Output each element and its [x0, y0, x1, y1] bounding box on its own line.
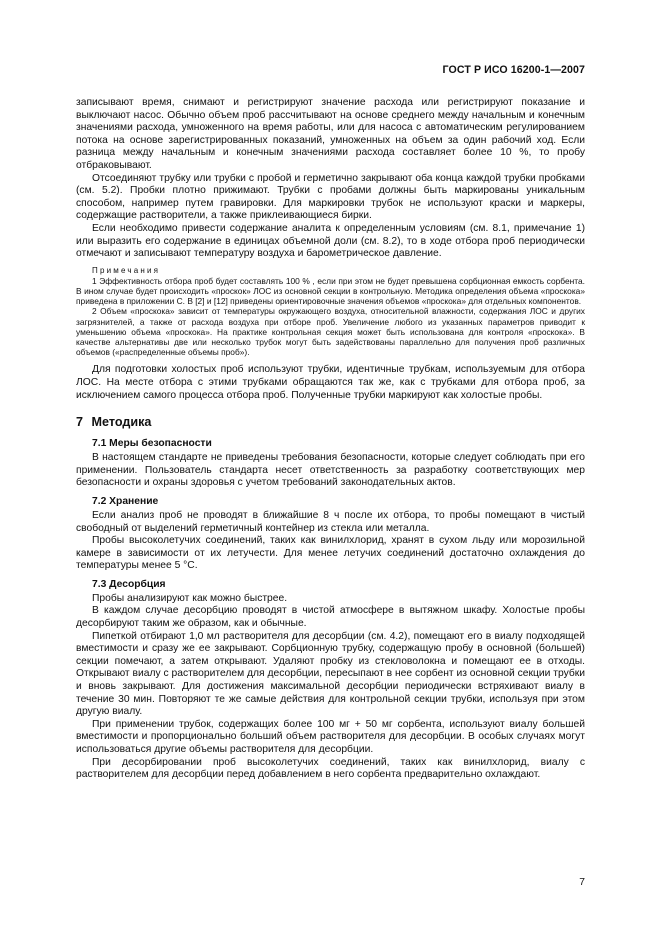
section-7-3-heading: 7.3 Десорбция	[92, 578, 166, 590]
note-1: 1 Эффективность отбора проб будет составлять 100 % , если при этом не будет превышена сорбционная емкость сорбента. В ином случае будет происходить «проскок» ЛОС из основной секции в контрольную. Методика определения объема «проскока» приведена в приложении С. В [2] и [12] приведены ориентировочные значения объемов «проскока» для отдельных компонентов.	[76, 275, 585, 307]
paragraph-blank-samples: Для подготовки холостых проб используют трубки, идентичные трубкам, используемым для отбора ЛОС. На месте отбора с этими трубками обращаются так же, как с трубками для отбора проб, за исключением самого процесса отбора проб. Полученные трубки маркируют как холостые пробы.	[76, 364, 585, 401]
section-7-3-paragraph: Пипеткой отбирают 1,0 мл растворителя для десорбции (см. 4.2), помещают его в виалу подходящей вместимости и сразу же ее закрывают. Сорбционную трубку, содержащую пробу в основной (большей) секции помечают, а затем открывают. Удаляют пробку из стекловолокна и помещают ее в отходы. Открывают виалу с растворителем для десорбции, пересыпают в нее сорбент из основной секции трубки и вновь закрывают. Для достижения максимальной десорбции периодически встряхивают виалу в течение 30 мин. Повторяют те же самые действия для контрольной секции трубки, используя при этом другую виалу.	[76, 630, 585, 718]
note-2: 2 Объем «проскока» зависит от температуры окружающего воздуха, относительной влажности, содержания ЛОС и других загрязнителей, а также от расхода воздуха при отборе проб. Увеличение любого из указанных параметров приводит к уменьшению объема «проскока». На практике контрольная секция может быть использована для контроля «проскока». В качестве альтернативы две или несколько трубок могут быть задействованы параллельно для получения проб различных объемов («распределенные объемы проб»).	[76, 306, 585, 358]
standard-header: ГОСТ Р ИСО 16200-1—2007	[442, 64, 585, 76]
section-7-1-text: В настоящем стандарте не приведены требования безопасности, которые следует соблюдать при его применении. Пользователь стандарта несет ответственность за разработку соответствующих мер безопасности и охраны здоровья с учетом требований законодательных актов.	[76, 452, 585, 489]
section-7-title: Методика	[91, 415, 152, 430]
section-7-3-paragraph: При применении трубок, содержащих более 100 мг + 50 мг сорбента, используют виалу большей вместимости и пропорционально больший объем растворителя для десорбции. В особых случаях могут использоваться другие объемы растворителя для десорбции.	[76, 718, 585, 755]
section-7-heading	[76, 415, 585, 429]
page-number: 7	[579, 877, 585, 888]
notes-title: Примечания	[92, 265, 161, 275]
section-7-3-paragraph: При десорбировании проб высоколетучих соединений, таких как винилхлорид, виалу с растворителем для десорбции перед добавлением в него сорбента предварительно охлаждают.	[76, 756, 585, 781]
section-7-3-paragraph: Пробы анализируют как можно быстрее.	[92, 592, 288, 604]
section-7-2-heading: 7.2 Хранение	[92, 495, 159, 507]
paragraph-continued: записывают время, снимают и регистрируют значение расхода или регистрируют показание и выключают насос. Обычно объем проб рассчитывают на основе среднего между начальным и конечным значениями расхода, умноженного на время работы, или для насоса с автоматическим регулированием потока на основе зарегистрированных показаний, умноженных на объем за один рабочий ход. Если разница между начальным и конечным значениями расхода составляет более 10 %, то пробу отбраковывают.	[76, 97, 585, 171]
paragraph-conditions: Если необходимо привести содержание аналита к определенным условиям (см. 8.1, примечание 1) или выразить его содержание в единицах объемной доли (см. 8.2), то в ходе отбора проб периодически отмечают и записывают температуру воздуха и барометрическое давление.	[76, 222, 585, 260]
page-content	[76, 97, 585, 782]
section-7-3-paragraph: В каждом случае десорбцию проводят в чистой атмосфере в вытяжном шкафу. Холостые пробы десорбируют таким же образом, как и обычные.	[76, 605, 585, 630]
section-7-number: 7	[76, 415, 84, 430]
section-7-2-paragraph: Если анализ проб не проводят в ближайшие 8 ч после их отбора, то пробы помещают в чистый свободный от выделений герметичный контейнер из стекла или металла.	[76, 509, 585, 534]
section-7-2-paragraph: Пробы высоколетучих соединений, таких как винилхлорид, хранят в сухом льду или морозильной камере в зависимости от их летучести. Для менее летучих соединений достаточно охлаждения до температуры менее 5 °С.	[76, 535, 585, 572]
section-7-1-heading: 7.1 Меры безопасности	[92, 438, 212, 450]
paragraph-seal-tubes: Отсоединяют трубку или трубки с пробой и герметично закрывают оба конца каждой трубки пробками (см. 5.2). Пробки плотно прижимают. Трубки с пробами должны быть маркированы уникальным способом, например путем гравировки. Для маркировки трубок не используют краски и маркеры, содержащие растворители, а также приклеивающиеся бирки.	[76, 172, 585, 222]
